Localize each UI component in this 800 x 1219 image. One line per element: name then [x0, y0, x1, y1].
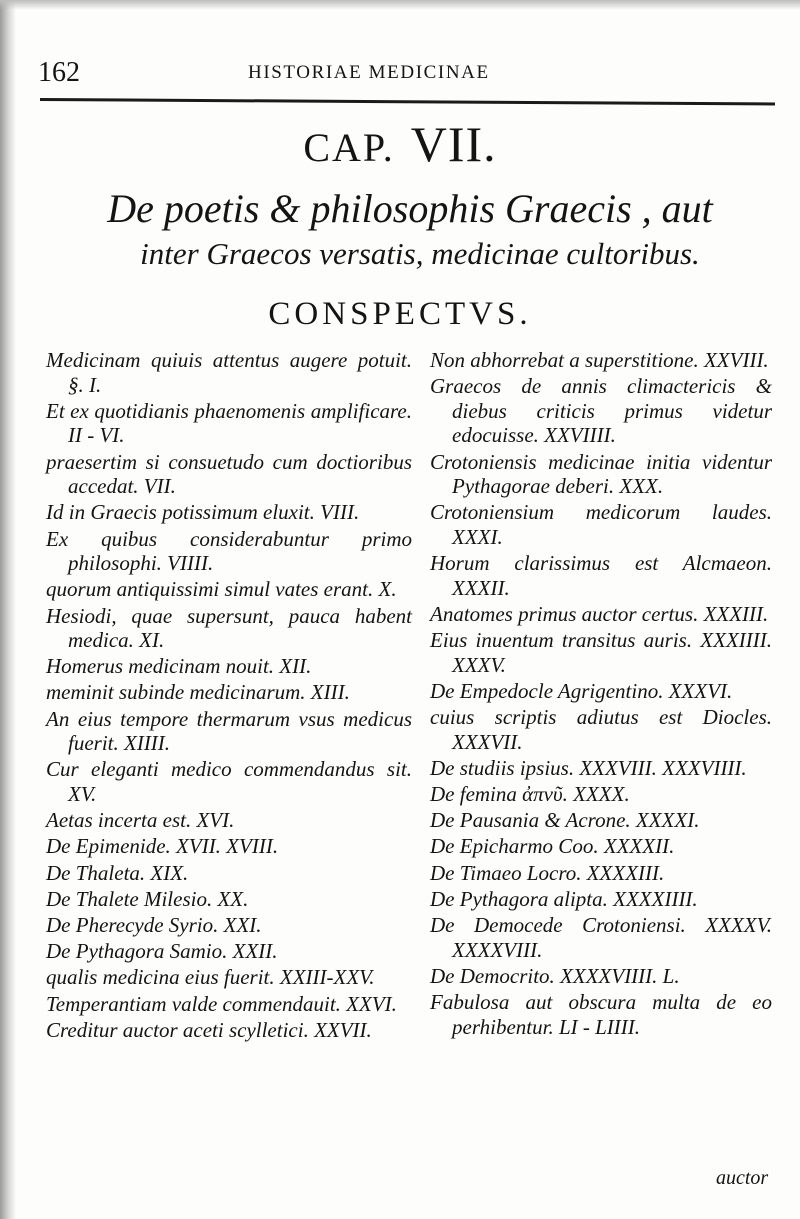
- conspectus-entry: Crotoniensis medicinae initia videntur Pythagorae deberi. XXX.: [430, 449, 772, 499]
- conspectus-entry: meminit subinde medicinarum. XIII.: [46, 680, 350, 705]
- conspectus-entry: Ex quibus considerabuntur primo philosophi. VIIII.: [46, 526, 412, 576]
- conspectus-entry: quorum antiquissimi simul vates erant. X.: [46, 577, 397, 602]
- conspectus-entry: De femina ἀπνῦ. XXXX.: [430, 782, 630, 807]
- conspectus-entry: Cur eleganti medico commendandus sit. XV.: [46, 757, 412, 807]
- conspectus-entry: Et ex quotidianis phaenomenis amplificare. II - VI.: [46, 398, 412, 448]
- page-gutter-shadow: [0, 0, 16, 1219]
- conspectus-entry: Graecos de annis climactericis & diebus criticis primus videtur edocuisse. XXVIIII.: [430, 374, 772, 448]
- conspectus-entry: Anatomes primus auctor certus. XXXIII.: [430, 601, 769, 626]
- chapter-cap-label: CAP.: [303, 125, 395, 170]
- conspectus-entry: De Epimenide. XVII. XVIII.: [46, 834, 279, 859]
- catchword: auctor: [716, 1167, 769, 1189]
- conspectus-entry: Temperantiam valde commendauit. XXVI.: [46, 991, 397, 1016]
- page-top-shadow: [0, 0, 800, 10]
- conspectus-entry: An eius tempore thermarum vsus medicus fuerit. XIIII.: [46, 706, 412, 756]
- chapter-numeral: VII.: [410, 116, 497, 172]
- running-title: HISTORIAE MEDICINAE: [248, 62, 490, 83]
- conspectus-entry: Homerus medicinam nouit. XII.: [46, 654, 312, 679]
- conspectus-entry: Aetas incerta est. XVI.: [46, 808, 235, 833]
- running-head: [38, 56, 778, 90]
- conspectus-right-column: [430, 348, 772, 1041]
- conspectus-entry: Eius inuentum transitus auris. XXXIIII. XXXV.: [430, 628, 772, 677]
- page-number: 162: [38, 57, 80, 88]
- conspectus-entry: Id in Graecis potissimum eluxit. VIII.: [46, 500, 360, 525]
- conspectus-entry: De Empedocle Agrigentino. XXXVI.: [430, 678, 733, 703]
- conspectus-entry: Crotoniensium medicorum laudes. XXXI.: [430, 500, 772, 549]
- conspectus-entry: Horum clarissimus est Alcmaeon. XXXII.: [430, 551, 772, 600]
- conspectus-entry: Non abhorrebat a superstitione. XXVIII.: [430, 348, 769, 372]
- conspectus-entry: Fabulosa aut obscura multa de eo perhibentur. LI - LIIII.: [430, 989, 772, 1039]
- conspectus-entry: De Pythagora Samio. XXII.: [46, 939, 278, 964]
- header-rule: [40, 98, 775, 105]
- conspectus-entry: De studiis ipsius. XXXVIII. XXXVIIII.: [430, 755, 747, 780]
- conspectus-entry: qualis medicina eius fuerit. XXIII-XXV.: [46, 965, 375, 990]
- conspectus-entry: De Timaeo Locro. XXXXIII.: [430, 860, 665, 885]
- conspectus-entry: De Democrito. XXXXVIIII. L.: [430, 963, 680, 988]
- chapter-subtitle-line1: De poetis & philosophis Graecis , aut: [107, 186, 713, 231]
- chapter-subtitle-line2: inter Graecos versatis, medicinae cultoribus.: [140, 236, 700, 271]
- conspectus-left-column: [46, 348, 412, 1044]
- conspectus-entry: De Democede Crotoniensi. XXXXV. XXXXVIII.: [430, 912, 772, 962]
- conspectus-entry: Hesiodi, quae supersunt, pauca habent medica. XI.: [46, 603, 412, 653]
- conspectus-entry: De Pythagora alipta. XXXXIIII.: [430, 886, 698, 911]
- conspectus-entry: De Pherecyde Syrio. XXI.: [46, 912, 262, 937]
- chapter-title: [0, 116, 800, 176]
- conspectus-entry: Medicinam quiuis attentus augere potuit. §. I.: [46, 348, 412, 397]
- conspectus-heading: CONSPECTVS.: [268, 296, 532, 332]
- conspectus-entry: De Pausania & Acrone. XXXXI.: [430, 808, 700, 833]
- conspectus-entry: De Thaleta. XIX.: [46, 860, 189, 885]
- conspectus-entry: De Thalete Milesio. XX.: [46, 886, 249, 911]
- conspectus-entry: cuius scriptis adiutus est Diocles. XXXVII.: [430, 705, 772, 754]
- conspectus-entry: Creditur auctor aceti scylletici. XXVII.: [46, 1017, 372, 1042]
- conspectus-entry: De Epicharmo Coo. XXXXII.: [430, 834, 675, 859]
- conspectus-entry: praesertim si consuetudo cum doctioribus accedat. VII.: [46, 449, 412, 499]
